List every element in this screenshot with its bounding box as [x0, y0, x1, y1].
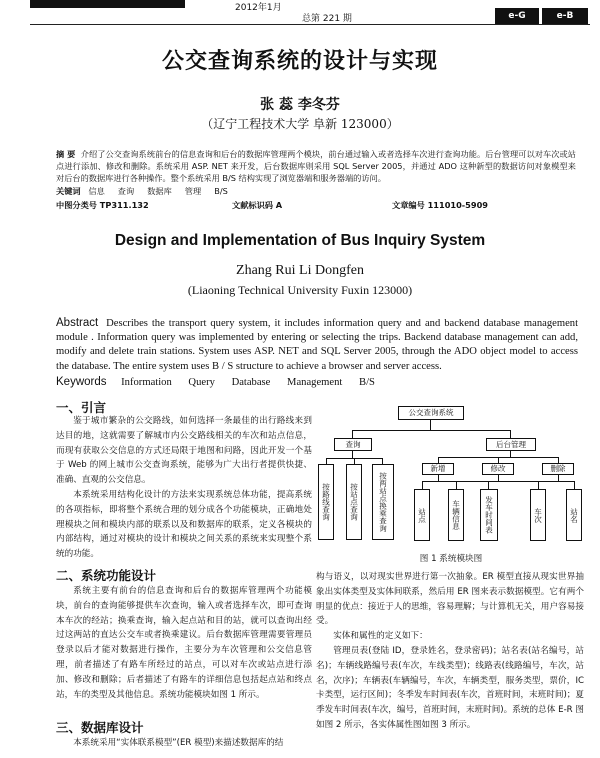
- fig-connector: [510, 430, 511, 438]
- figure-system-modules: [316, 400, 586, 548]
- affiliation-en: (Liaoning Technical University Fuxin 123000): [187, 283, 413, 297]
- keyword-en: Database: [231, 377, 271, 388]
- fig-node-modify: 修改: [482, 463, 514, 475]
- abstract-cn-text: 介绍了公交查询系统前台的信息查询和后台的数据库管理两个模块，前台通过输入或者选择车次进行查询功能。后台管理可以对车次或站点进行添加、修改和删除。系统采用 ASP. NET 来开发，后台数据库则采用 SQL Server 2005，并通过 ADO 这种新型的数据访问对象模型来对后台的数据库进行各种操作。整个系统采用 B/S 结构实现了浏览器端和服务器端的访问。: [56, 149, 576, 183]
- section-heading-function: 二、系统功能设计: [56, 568, 157, 583]
- fig-node-vehicle-info: 车辆信息: [448, 489, 464, 541]
- database-body: [56, 736, 312, 751]
- fig-node-root: 公交查询系统: [398, 406, 464, 420]
- keyword-cn: 信息: [88, 186, 105, 196]
- fig-node-trip: 车次: [530, 489, 546, 541]
- keyword-cn: B/S: [214, 186, 228, 196]
- fig-node-delete: 删除: [542, 463, 574, 475]
- fig-node-admin: 后台管理: [486, 438, 536, 451]
- issue-date: 2012年1月: [235, 3, 282, 13]
- section-tag-left: e-G: [495, 8, 539, 24]
- document-code: 文献标识码 A: [232, 200, 283, 210]
- er-paragraph-2: 实体和属性的定义如下：: [333, 631, 428, 642]
- fig-connector: [352, 430, 353, 438]
- fig-node-by-route: 按路线查询: [318, 464, 334, 540]
- keyword-cn: 查询: [117, 186, 135, 196]
- fig-connector: [430, 420, 431, 430]
- keyword-en: Query: [188, 377, 215, 388]
- authors-en: Zhang Rui Li Dongfen: [236, 263, 364, 278]
- section-tag-right: e-B: [542, 8, 588, 24]
- fig-node-by-station: 按站点查询: [346, 464, 362, 540]
- intro-paragraph-1: 鉴于城市繁杂的公交路线，如何选择一条最佳的出行路线来到达目的地，这就需要了解城市内公交路线相关的车次和站点信息，而现有获取公交信息的方式还局限于地图和问路，因此开发一个基于 Web 的网上城市公交查询系统，能够为广大出行者提供快捷、准确、直观的公交信息。: [56, 416, 312, 486]
- header-rule: [30, 24, 590, 25]
- keyword-en: B/S: [359, 377, 375, 388]
- fig-connector: [456, 481, 457, 489]
- database-paragraph-1: 本系统采用“实体联系模型”(ER 模型)来描述数据库的结: [73, 738, 284, 748]
- keyword-cn: 数据库: [147, 186, 172, 196]
- affiliation-cn: （辽宁工程技术大学 阜新 123000）: [201, 117, 399, 131]
- title-en: Design and Implementation of Bus Inquiry System: [114, 232, 486, 249]
- intro-paragraph-2: 本系统采用结构化设计的方法来实现系统总体功能，提高系统的各项指标，即将整个系统合理的划分成各个功能模块，正确地处理模块之间和模块内部的联系以及和数据库的联系，定义各模块的内部结构，通过对模块的设计和模块之间关系的系统来实现整个系统的功能。: [56, 489, 312, 560]
- section-heading-database: 三、数据库设计: [56, 720, 144, 735]
- keywords-cn: [56, 186, 228, 197]
- abstract-cn-label: 摘 要: [56, 149, 76, 159]
- keyword-cn: 管理: [184, 186, 202, 196]
- function-paragraph-1: 系统主要有前台的信息查询和后台的数据库管理两个功能模块，前台的查询能够提供车次查询，输入或者选择车次，即可查询本车次的经站；换乘查询，输入起点站和目的站，就可以查询出经过这两站的直达公交车或者换乘建议。后台数据库管理需要管理员登录以后才能对数据进行操作，主要分为车次管理和公交信息管理，前者描述了有路车所经过的站点，可以对车次或站点进行添加、修改和删除；后者描述了有路车的详细信息包括起点站和终点站，车的类型及其他信息。系统功能模块如图 1 所示。: [56, 586, 312, 700]
- journal-header: [0, 0, 600, 24]
- fig-connector: [352, 430, 510, 431]
- abstract-en: [56, 316, 578, 374]
- section-heading-intro: 一、引言: [56, 400, 107, 415]
- fig-connector: [488, 481, 489, 489]
- title-cn: 公交查询系统的设计与实现: [161, 49, 438, 74]
- abstract-en-text: Describes the transport query system, it includes information query and and backend database management module . Information query was implemented by entering or selecting the trips. Backend database management can add, modify and delete train stations. System uses ASP. NET and SQL Server 2005, through the ADO object model to access the database. The entire system uses B / S structure to achieve a browser and server access.: [56, 318, 579, 372]
- clc-code: 中图分类号 TP311.132: [56, 200, 149, 210]
- keywords-cn-label: 关键词: [56, 186, 81, 196]
- function-body: [56, 584, 312, 702]
- intro-body: [56, 414, 312, 562]
- fig-node-station-name: 站名: [566, 489, 582, 541]
- fig-node-timetable: 发车时间表: [480, 489, 498, 541]
- header-black-band: [30, 0, 185, 8]
- abstract-en-label: Abstract: [56, 317, 99, 329]
- fig-connector: [574, 481, 575, 489]
- fig-connector: [422, 481, 423, 489]
- abstract-cn: [56, 148, 576, 184]
- article-number: 文章编号 111010-5909: [392, 200, 488, 210]
- fig-node-query: 查询: [334, 438, 372, 451]
- fig-connector: [538, 481, 539, 489]
- fig-node-add: 新增: [422, 463, 454, 475]
- er-paragraph-1: 构与语义，以对现实世界进行第一次抽象。ER 模型直接从现实世界抽象出实体类型及实体间联系，然后用 ER 图来表示数据模型。它有两个明显的优点：接近于人的思维，容易理解；与计算机无关，用户容易接受。: [316, 572, 584, 627]
- figure-1-caption: 图 1 系统模块图: [419, 554, 483, 564]
- issue-number: 总第 221 期: [302, 14, 352, 24]
- fig-node-station: 站点: [414, 489, 430, 541]
- keyword-en: Information: [121, 377, 172, 388]
- keywords-en-label: Keywords: [56, 376, 107, 388]
- keywords-en: [56, 376, 389, 388]
- er-paragraph-3: 管理员表(登陆 ID，登录姓名，登录密码)；站名表(站名编号，站名)；车辆线路编号表(车次，车线类型)；线路表(线路编号，车次，站名，次序)；车辆表(车辆编号，车次，车辆类型，服务类型，票价，IC 卡类型，运行区间)；冬季发车时间表(车次，首班时间，末班时间)；夏季发车时间表(车次，编号，首班时间，末班时间)。系统的总体 E-R 图如图 2 所示，各实体属性图如图 3 所示。: [316, 645, 584, 730]
- fig-connector: [422, 481, 574, 482]
- fig-connector: [352, 451, 353, 458]
- right-column-body: [316, 570, 584, 733]
- keyword-en: Management: [287, 377, 343, 388]
- authors-cn: 张 蕊 李冬芬: [260, 97, 340, 113]
- fig-node-transfer: 按两站点换乘查询: [372, 464, 394, 540]
